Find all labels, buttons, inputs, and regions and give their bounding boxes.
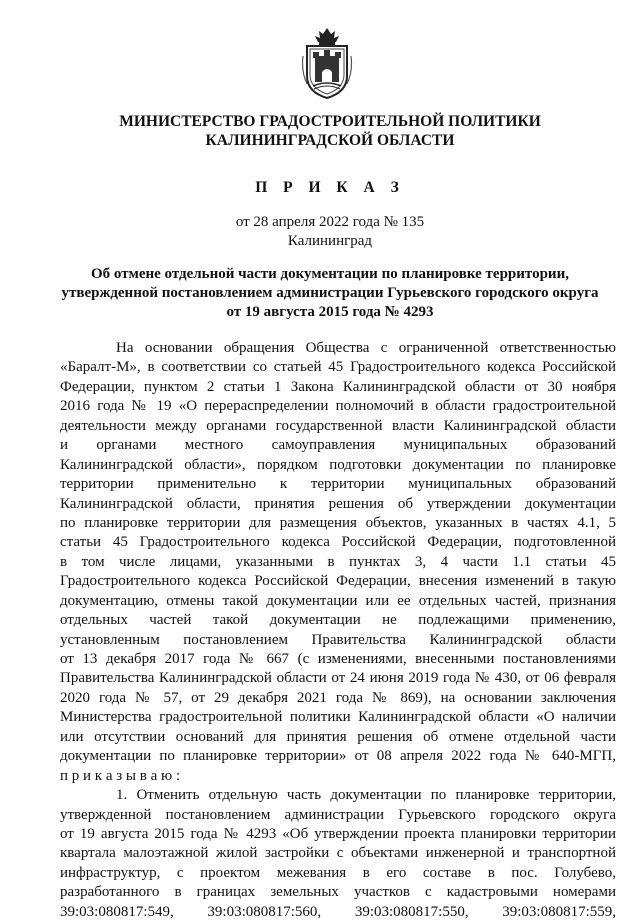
body-line: отдельных частей такой документации не подлежащими применению, bbox=[60, 612, 616, 629]
body-line: документации по планировке территории» от 08 апреля 2022 года № 640-МГП, bbox=[60, 748, 616, 765]
body-line: Калининградской области, принятия решения об утверждении документации bbox=[60, 495, 616, 512]
body-line: 2016 года № 19 «О перераспределении полномочий в области градостроительной bbox=[60, 398, 616, 415]
body-line: квартала малоэтажной жилой застройки с объектами инженерной и транспортной bbox=[60, 845, 616, 862]
subject-line: от 19 августа 2015 года № 4293 bbox=[226, 304, 434, 320]
ministry-line: МИНИСТЕРСТВО ГРАДОСТРОИТЕЛЬНОЙ ПОЛИТИКИ bbox=[119, 113, 541, 130]
body-line: по планировке территории для размещения объектов, указанных в частях 4.1, 5 bbox=[60, 514, 616, 531]
order-city: Калининград bbox=[287, 233, 373, 249]
body-line: территории применительно к территории муниципальных образований bbox=[60, 476, 616, 493]
body-line: в том числе лицами, указанными в пунктах 3, 4 части 1.1 статьи 45 bbox=[60, 553, 616, 570]
body-line: Градостроительного кодекса Российской Федерации, внесения изменений в такую bbox=[60, 573, 616, 590]
body-line: деятельности между органами государственной власти Калининградской области bbox=[60, 417, 616, 434]
body-line: инфраструктур, с проектом межевания в его составе в пос. Голубево, bbox=[60, 864, 616, 881]
order-title: П Р И К А З bbox=[255, 179, 405, 196]
ministry-name bbox=[60, 112, 600, 150]
body-line: Правительства Калининградской области от 24 июня 2019 года № 430, от 06 февраля bbox=[60, 670, 616, 687]
order-subject bbox=[60, 265, 600, 322]
order-date-number: от 28 апреля 2022 года № 135 bbox=[235, 214, 425, 230]
body-line: п р и к а з ы в а ю : bbox=[60, 767, 181, 784]
order-body bbox=[60, 339, 616, 922]
body-line: статьи 45 Градостроительного кодекса Российской Федерации, подготовленной bbox=[60, 534, 616, 551]
body-line: от 13 декабря 2017 года № 667 (с изменениями, внесенными постановлениями bbox=[60, 651, 616, 667]
body-line: разработанного в границах земельных участков с кадастровыми номерами bbox=[60, 884, 616, 901]
body-line: «Баралт-М», в соответствии со статьей 45 Градостроительного кодекса Российской bbox=[60, 359, 616, 376]
body-line: и органами местного самоуправления муниципальных образований bbox=[60, 437, 616, 454]
body-line: от 19 августа 2015 года № 4293 «Об утверждении проекта планировки территории bbox=[60, 825, 616, 842]
body-line: утвержденной постановлением администрации Гурьевского городского округа bbox=[60, 806, 616, 823]
body-line: На основании обращения Общества с ограниченной ответственностью bbox=[116, 340, 616, 356]
body-line: 2020 года № 57, от 29 декабря 2021 года № 869), на основании заключения bbox=[60, 689, 616, 706]
body-line: документацию, отмены такой документации или ее отдельных частей, признания bbox=[60, 592, 616, 609]
body-line: или отсутствии оснований для принятия решения об отмене отдельной части bbox=[60, 728, 616, 745]
subject-line: утвержденной постановлением администрации Гурьевского городского округа bbox=[61, 285, 599, 301]
body-line: Федерации, пунктом 2 статьи 1 Закона Калининградской области от 30 ноября bbox=[60, 378, 616, 395]
body-line: 1. Отменить отдельную часть документации по планировке территории, bbox=[116, 787, 616, 804]
coat-of-arms-emblem bbox=[301, 26, 353, 100]
subject-line: Об отмене отдельной части документации по планировке территории, bbox=[91, 266, 569, 282]
body-line: установленным постановлением Правительства Калининградской области bbox=[60, 631, 616, 648]
body-line: 39:03:080817:549, 39:03:080817:560, 39:03:080817:550, 39:03:080817:559, bbox=[60, 903, 616, 920]
ministry-line: КАЛИНИНГРАДСКОЙ ОБЛАСТИ bbox=[205, 132, 455, 149]
body-line: Калининградской области», порядком подготовки документации по планировке bbox=[60, 456, 616, 473]
body-line: Министерства градостроительной политики Калининградской области «О наличии bbox=[60, 709, 616, 726]
order-meta bbox=[60, 213, 600, 251]
